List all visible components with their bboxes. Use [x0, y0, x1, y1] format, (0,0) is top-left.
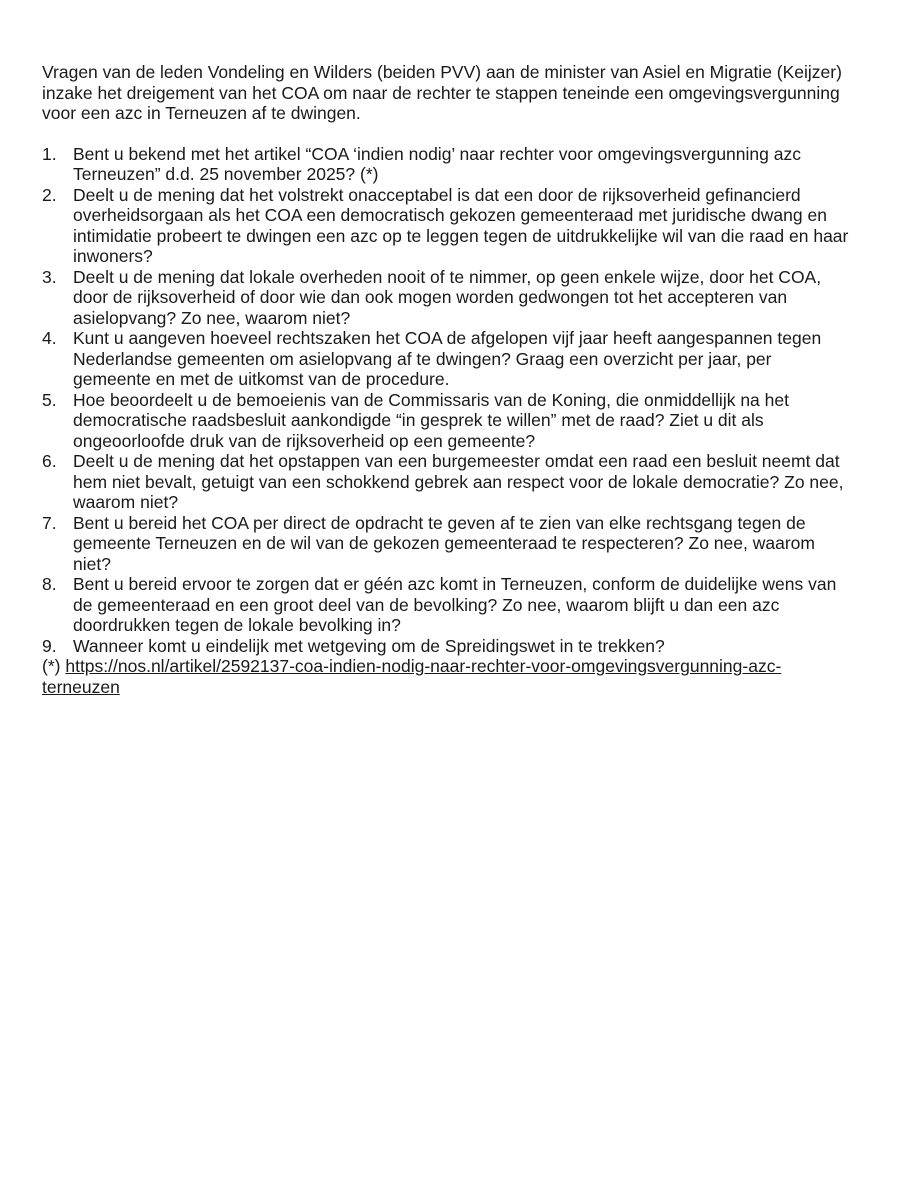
question-4 [42, 328, 852, 390]
question-text: Deelt u de mening dat het opstappen van een burgemeester omdat een raad een besluit neemt dat hem niet bevalt, getuigt van een schokkend gebrek aan respect voor de lokale democratie? Zo nee, waarom niet? [73, 451, 844, 512]
question-text: Deelt u de mening dat het volstrekt onacceptabel is dat een door de rijksoverheid gefinancierd overheidsorgaan als het COA een democratisch gekozen gemeenteraad met juridische dwang en intimidatie probeert te dwingen een azc op te leggen tegen de uitdrukkelijke wil van die raad en haar inwoners? [73, 184, 849, 266]
question-5 [42, 390, 852, 452]
question-text: Bent u bereid het COA per direct de opdracht te geven af te zien van elke rechtsgang tegen de gemeente Terneuzen en de wil van de gekozen gemeenteraad te respecteren? Zo nee, waarom niet? [73, 512, 815, 574]
question-number: 3. [42, 266, 57, 287]
question-text: Hoe beoordeelt u de bemoeienis van de Commissaris van de Koning, die onmiddellijk na het democratische raadsbesluit aankondigde “in gesprek te willen” met de raad? Ziet u dit als ongeoorloofde druk van de rijksoverheid op een gemeente? [73, 389, 789, 451]
question-7 [42, 513, 852, 575]
footnote-link[interactable]: https://nos.nl/artikel/2592137-coa-indien-nodig-naar-rechter-voor-omgevingsvergunning-azc-terneuzen [42, 656, 782, 697]
question-number: 1. [42, 143, 57, 164]
question-number: 2. [42, 184, 57, 205]
question-9 [42, 636, 852, 657]
question-text: Kunt u aangeven hoeveel rechtszaken het COA de afgelopen vijf jaar heeft aangespannen tegen Nederlandse gemeenten om asielopvang af te dwingen? Graag een overzicht per jaar, per gemeente en met de uitkomst van de procedure. [73, 328, 822, 389]
document-page [42, 62, 852, 697]
footnote-marker: (*) [42, 656, 61, 676]
question-text: Wanneer komt u eindelijk met wetgeving om de Spreidingswet in te trekken? [73, 635, 665, 656]
question-number: 5. [42, 389, 57, 410]
question-text: Bent u bereid ervoor te zorgen dat er géén azc komt in Terneuzen, conform de duidelijke wens van de gemeenteraad en een groot deel van de bevolking? Zo nee, waarom blijft u dan een azc doordrukken tegen de lokale bevolking in? [73, 574, 837, 635]
footnote [42, 656, 852, 697]
question-number: 9. [42, 635, 57, 656]
question-number: 8. [42, 574, 57, 594]
question-1 [42, 144, 852, 185]
question-text: Deelt u de mening dat lokale overheden nooit of te nimmer, op geen enkele wijze, door het COA, door de rijksoverheid of door wie dan ook mogen worden gedwongen tot het accepteren van asielopvang? Zo nee, waarom niet? [73, 266, 822, 328]
question-3 [42, 267, 852, 329]
question-number: 6. [42, 451, 57, 471]
question-6 [42, 451, 852, 513]
intro-paragraph: Vragen van de leden Vondeling en Wilders (beiden PVV) aan de minister van Asiel en Migratie (Keijzer) inzake het dreigement van het COA om naar de rechter te stappen teneinde een omgevingsvergunning voor een azc in Terneuzen af te dwingen. [42, 62, 842, 123]
question-2 [42, 185, 852, 267]
question-number: 4. [42, 328, 57, 348]
question-number: 7. [42, 512, 57, 533]
question-8 [42, 574, 852, 636]
question-text: Bent u bekend met het artikel “COA ‘indien nodig’ naar rechter voor omgevingsvergunning azc Terneuzen” d.d. 25 november 2025? (*) [73, 143, 801, 184]
questions-list [42, 144, 852, 657]
